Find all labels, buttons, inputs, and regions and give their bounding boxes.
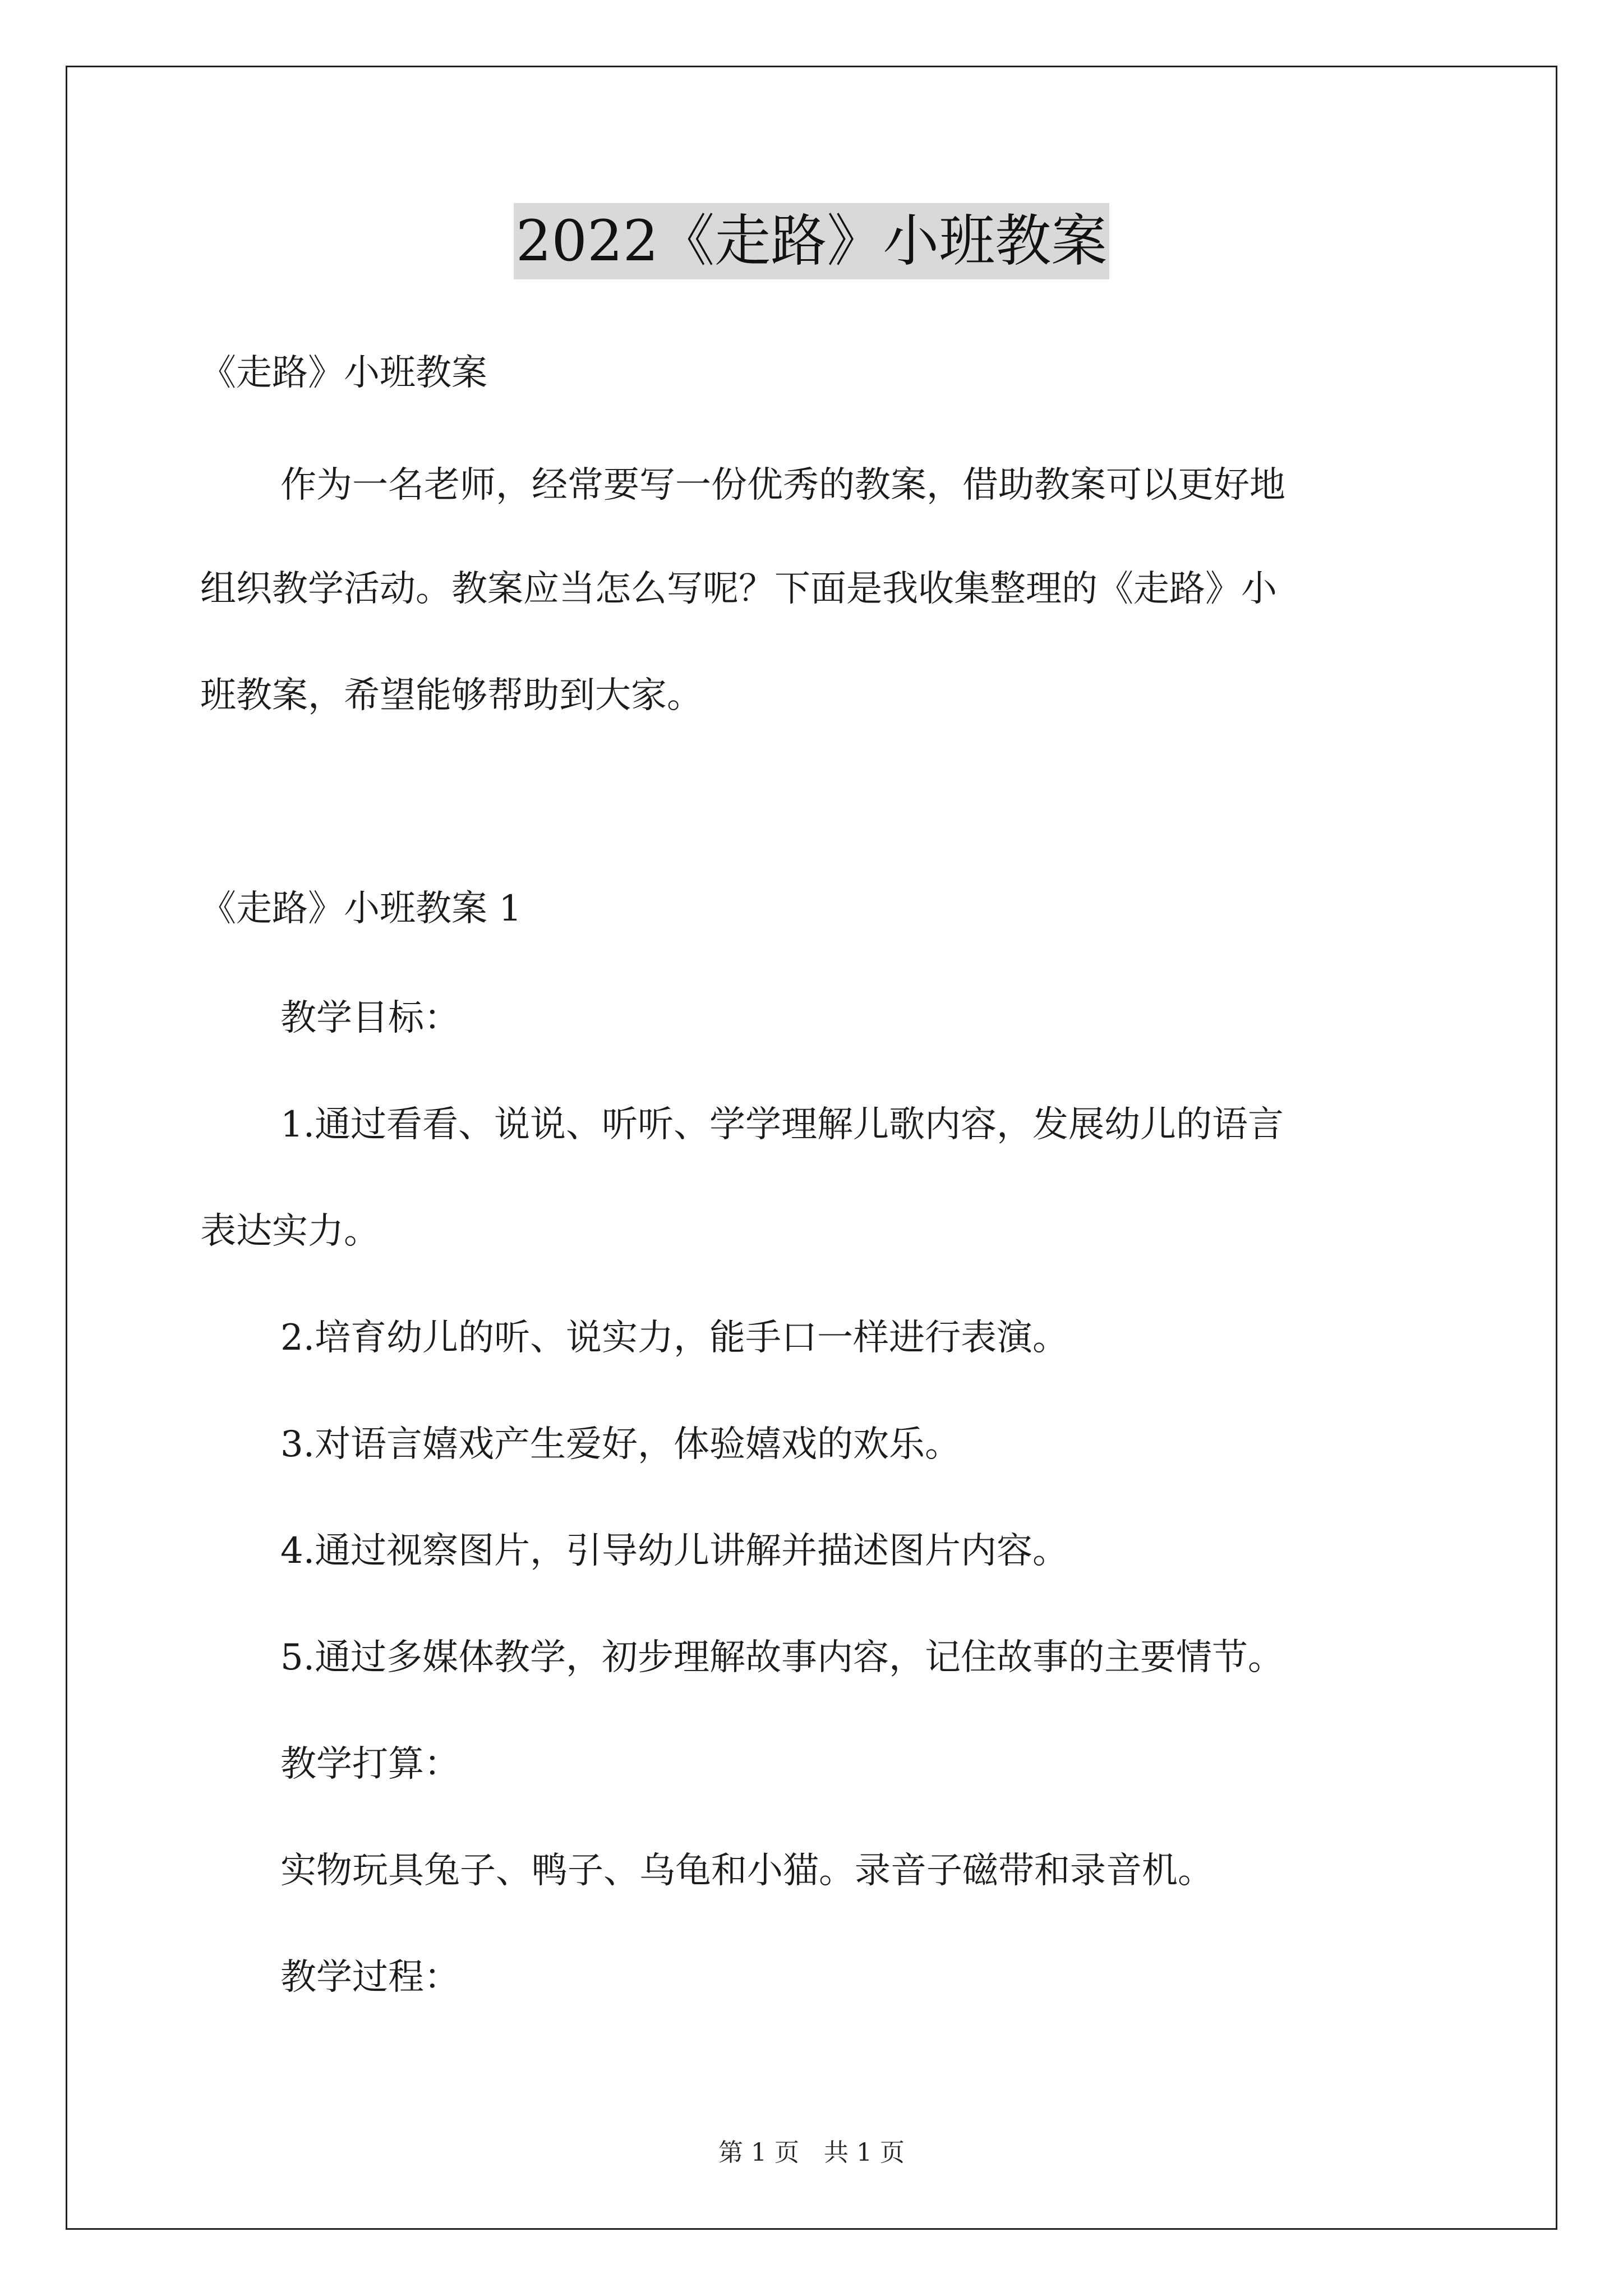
goal-item: 2.培育幼儿的听、说实力，能手口一样进行表演。 — [280, 1317, 1069, 1359]
prep-text: 实物玩具兔子、鸭子、乌龟和小猫。录音子磁带和录音机。 — [280, 1850, 1214, 1892]
section-heading: 《走路》小班教案 1 — [200, 888, 522, 930]
goal-item: 1.通过看看、说说、听听、学学理解儿歌内容，发展幼儿的语言 — [280, 1104, 1284, 1145]
goal-item: 5.通过多媒体教学，初步理解故事内容，记住故事的主要情节。 — [280, 1637, 1284, 1678]
document-title: 2022《走路》小班教案 — [514, 203, 1110, 279]
intro-line-3: 班教案，希望能够帮助到大家。 — [200, 675, 703, 716]
prep-heading: 教学打算： — [280, 1743, 460, 1785]
process-heading: 教学过程： — [280, 1957, 460, 1998]
page-footer: 第 1 页 共 1 页 — [718, 2138, 905, 2167]
goal-item-continuation: 表达实力。 — [200, 1211, 380, 1252]
goal-item: 4.通过视察图片，引导幼儿讲解并描述图片内容。 — [280, 1530, 1069, 1572]
goals-heading: 教学目标： — [280, 997, 460, 1039]
intro-line-1: 作为一名老师，经常要写一份优秀的教案，借助教案可以更好地 — [280, 464, 1285, 506]
document-subtitle: 《走路》小班教案 — [200, 352, 487, 394]
goal-item: 3.对语言嬉戏产生爱好，体验嬉戏的欢乐。 — [280, 1424, 961, 1465]
intro-line-2: 组织教学活动。教案应当怎么写呢？下面是我收集整理的《走路》小 — [200, 568, 1277, 610]
title-container — [0, 203, 1623, 279]
